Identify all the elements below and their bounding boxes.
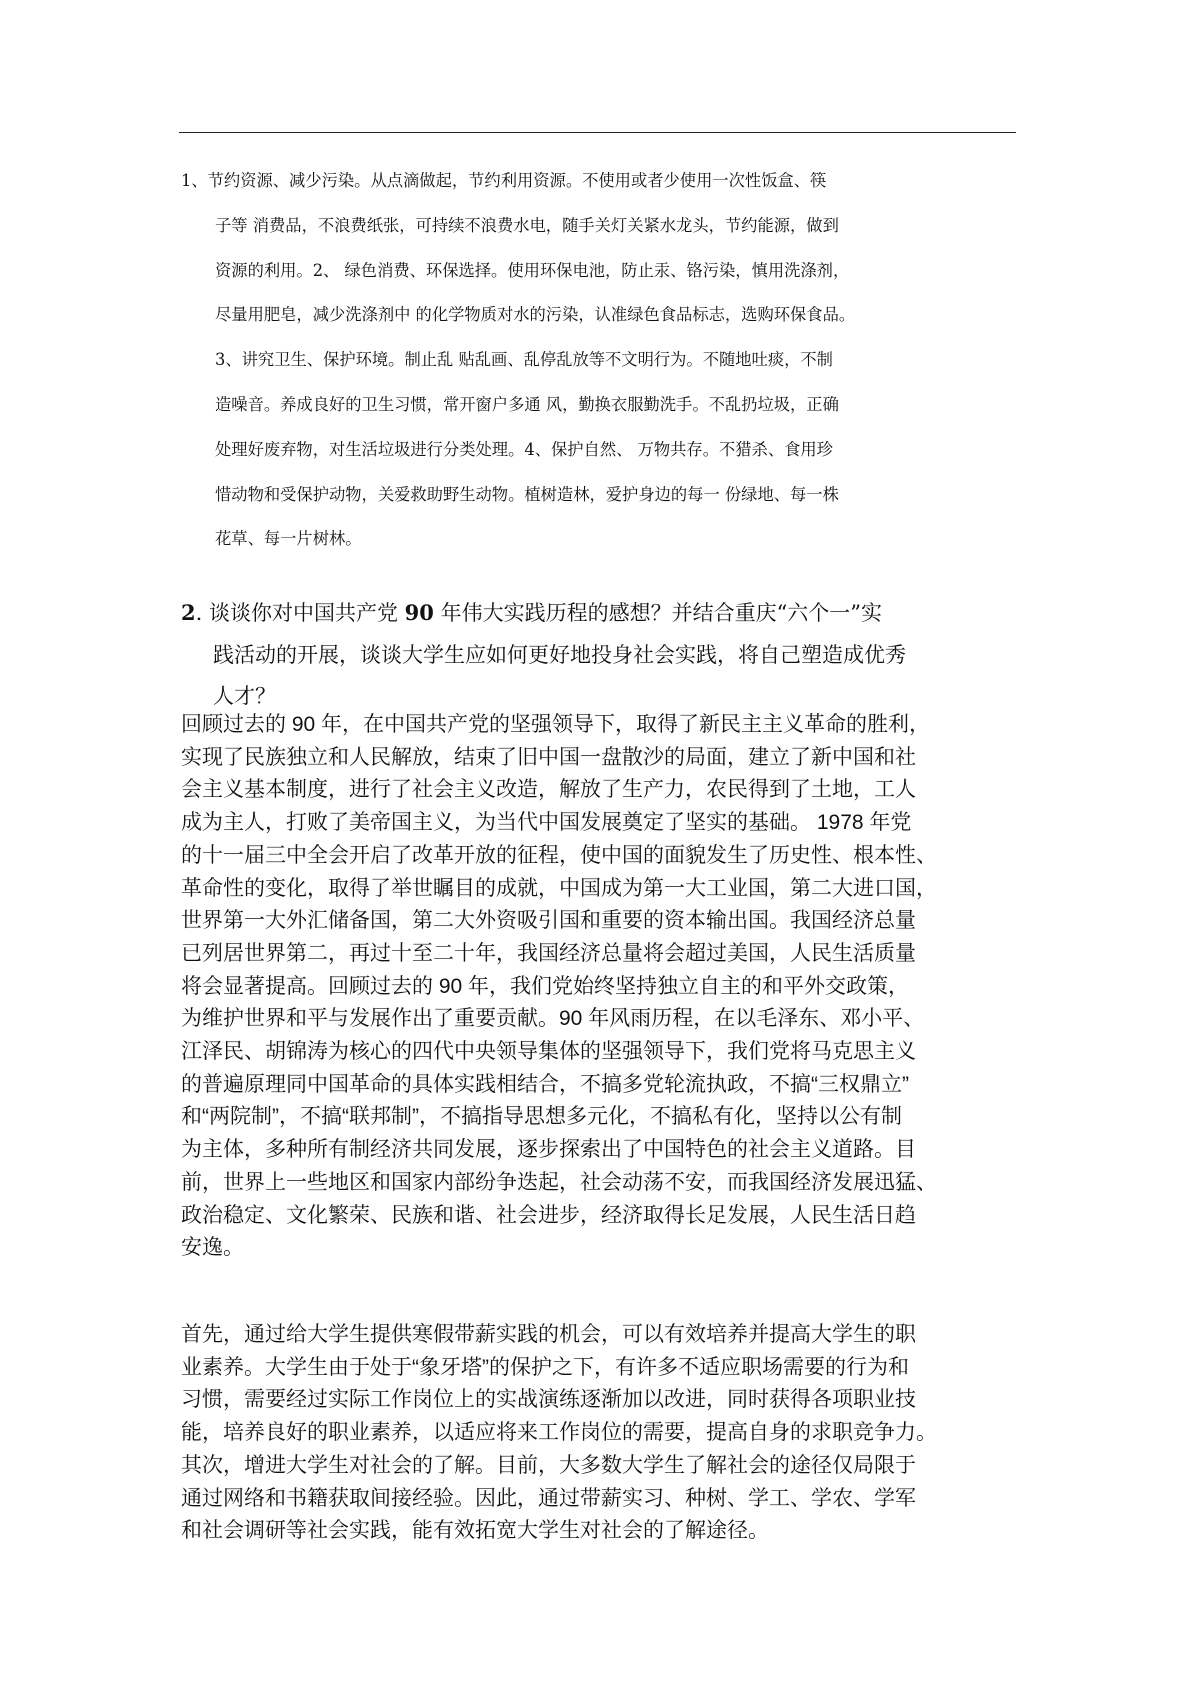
list-line: 1、节约资源、减少污染。从点滴做起，节约利用资源。不使用或者少使用一次性饭盒、筷 xyxy=(181,171,827,190)
answer-paragraph-2 xyxy=(181,1319,1021,1548)
list-line: 资源的利用。2、 绿色消费、环保选择。使用环保电池，防止汞、铬污染，慎用洗涤剂， xyxy=(215,260,850,280)
answer-line: 为主体，多种所有制经济共同发展，逐步探索出了中国特色的社会主义道路。目 xyxy=(181,1138,916,1162)
answer-line: 和社会调研等社会实践，能有效拓宽大学生对社会的了解途径。 xyxy=(181,1519,769,1543)
environment-list-section xyxy=(181,159,1021,562)
answer-line: 首先，通过给大学生提供寒假带薪实践的机会，可以有效培养并提高大学生的职 xyxy=(181,1323,916,1346)
answer-line: 的十一届三中全会开启了改革开放的征程，使中国的面貌发生了历史性、根本性、 xyxy=(181,843,937,867)
question-line: 人才？ xyxy=(213,684,276,708)
answer-line: 和“两院制”，不搞“联邦制”，不搞指导思想多元化，不搞私有化，坚持以公有制 xyxy=(181,1105,902,1129)
answer-line: 世界第一大外汇储备国，第二大外资吸引国和重要的资本输出国。我国经济总量 xyxy=(181,909,916,933)
question-line: 践活动的开展，谈谈大学生应如何更好地投身社会实践，将自己塑造成优秀 xyxy=(213,642,906,667)
answer-line: 业素养。大学生由于处于“象牙塔”的保护之下，有许多不适应职场需要的行为和 xyxy=(181,1355,909,1379)
answer-line: 安逸。 xyxy=(181,1236,244,1260)
question-text: . 谈谈你对中国共产党 xyxy=(195,601,405,625)
list-line: 造噪音。养成良好的卫生习惯，常开窗户多通 风，勤换衣服勤洗手。不乱扔垃圾，正确 xyxy=(215,394,839,414)
list-line: 处理好废弃物，对生活垃圾进行分类处理。4、保护自然、 万物共存。不猎杀、食用珍 xyxy=(215,439,833,459)
header-rule xyxy=(179,132,1016,133)
answer-line: 的普遍原理同中国革命的具体实践相结合，不搞多党轮流执政，不搞“三权鼎立” xyxy=(181,1072,909,1096)
answer-line: 将会显著提高。回顾过去的 90 年，我们党始终坚持独立自主的和平外交政策， xyxy=(181,974,910,998)
answer-line: 习惯，需要经过实际工作岗位上的实战演练逐渐加以改进，同时获得各项职业技 xyxy=(181,1388,916,1412)
list-line: 3、讲究卫生、保护环境。制止乱 贴乱画、乱停乱放等不文明行为。不随地吐痰，不制 xyxy=(215,350,833,370)
question-years: 90 xyxy=(404,600,434,625)
answer-line: 其次，增进大学生对社会的了解。目前，大多数大学生了解社会的途径仅局限于 xyxy=(181,1453,916,1477)
answer-line: 革命性的变化，取得了举世瞩目的成就，中国成为第一大工业国，第二大进口国， xyxy=(181,876,937,900)
question-2 xyxy=(181,592,1021,718)
list-line: 花草、每一片树林。 xyxy=(215,529,362,549)
answer-line: 已列居世界第二，再过十至二十年，我国经济总量将会超过美国，人民生活质量 xyxy=(181,941,916,965)
question-number: 2 xyxy=(181,600,196,625)
answer-line: 实现了民族独立和人民解放，结束了旧中国一盘散沙的局面，建立了新中国和社 xyxy=(181,745,916,769)
answer-line: 通过网络和书籍获取间接经验。因此，通过带薪实习、种树、学工、学农、学军 xyxy=(181,1486,916,1510)
list-line: 惜动物和受保护动物，关爱救助野生动物。植树造林，爱护身边的每一 份绿地、每一株 xyxy=(215,484,839,504)
answer-line: 成为主人，打败了美帝国主义，为当代中国发展奠定了坚实的基础。 1978 年党 xyxy=(181,811,912,835)
answer-line: 会主义基本制度，进行了社会主义改造，解放了生产力，农民得到了土地，工人 xyxy=(181,778,916,802)
answer-line: 回顾过去的 90 年，在中国共产党的坚强领导下，取得了新民主主义革命的胜利， xyxy=(181,713,931,736)
answer-paragraph-1 xyxy=(181,709,1021,1265)
answer-line: 为维护世界和平与发展作出了重要贡献。90 年风雨历程，在以毛泽东、邓小平、 xyxy=(181,1007,925,1031)
answer-line: 政治稳定、文化繁荣、民族和谐、社会进步，经济取得长足发展，人民生活日趋 xyxy=(181,1203,916,1227)
question-line xyxy=(181,592,1021,635)
answer-line: 能，培养良好的职业素养，以适应将来工作岗位的需要，提高自身的求职竞争力。 xyxy=(181,1421,937,1445)
list-line: 尽量用肥皂，减少洗涤剂中 的化学物质对水的污染，认准绿色食品标志，选购环保食品。 xyxy=(215,305,856,325)
list-line: 子等 消费品，不浪费纸张，可持续不浪费水电，随手关灯关紧水龙头，节约能源，做到 xyxy=(215,215,839,235)
question-text: 年伟大实践历程的感想？并结合重庆“六个一”实 xyxy=(433,601,883,625)
answer-line: 前，世界上一些地区和国家内部纷争迭起，社会动荡不安，而我国经济发展迅猛、 xyxy=(181,1170,937,1194)
answer-line: 江泽民、胡锦涛为核心的四代中央领导集体的坚强领导下，我们党将马克思主义 xyxy=(181,1040,916,1064)
